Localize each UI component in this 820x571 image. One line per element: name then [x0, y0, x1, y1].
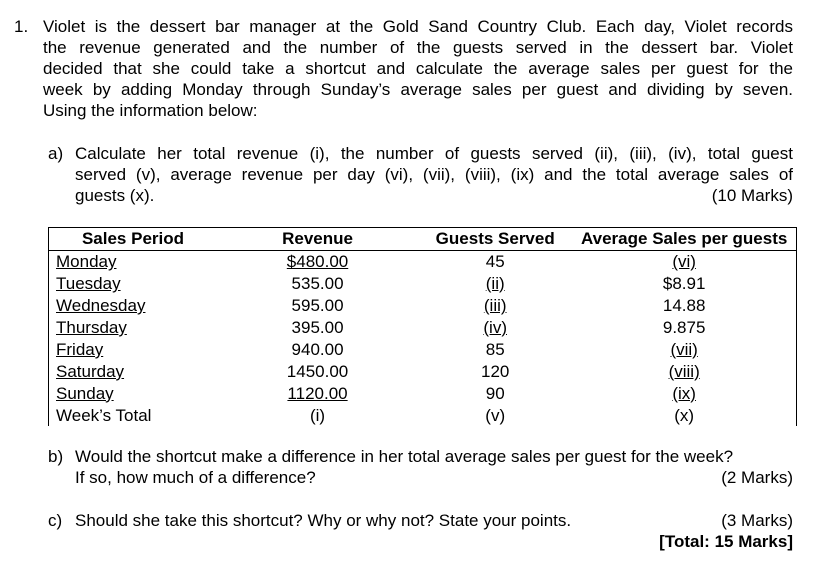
cell-revenue: 395.00 — [291, 318, 344, 337]
cell-average: 14.88 — [572, 295, 796, 317]
part-a-label: a) — [48, 144, 64, 163]
cell-revenue: 1120.00 — [287, 383, 348, 403]
table-row — [49, 273, 797, 295]
cell-average: (x) — [572, 404, 796, 426]
cell-guests: 85 — [485, 339, 505, 359]
header-sales-period: Sales Period — [49, 228, 217, 251]
header-average-sales: Average Sales per guests — [572, 228, 796, 251]
table-row — [49, 338, 797, 360]
part-a-line-3: guests (x). — [75, 186, 155, 205]
sales-table — [48, 227, 797, 426]
table-row — [49, 295, 797, 317]
cell-guests: (ii) — [485, 274, 505, 294]
cell-guests: (v) — [485, 405, 506, 425]
cell-period: Tuesday — [49, 273, 217, 295]
question-number: 1. — [14, 17, 29, 36]
cell-guests: 120 — [481, 361, 510, 381]
cell-average: (vii) — [572, 338, 796, 360]
cell-period: Saturday — [49, 360, 217, 382]
cell-period: Friday — [49, 338, 217, 360]
table-row — [49, 360, 797, 382]
cell-period: Monday — [49, 250, 217, 272]
cell-guests: (iii) — [483, 296, 507, 316]
part-a-line-1: Calculate her total revenue (i), the number of guests served (ii), (iii), (iv), total guest — [75, 144, 793, 163]
intro-line-4: week by adding Monday through Sunday’s average sales per guest and dividing by seven. — [43, 80, 793, 99]
part-b-marks: (2 Marks) — [721, 468, 793, 487]
part-a-line-2: served (v), average revenue per day (vi), (vii), (viii), (ix) and the total average sales of — [75, 165, 793, 184]
intro-line-3: decided that she could take a shortcut and calculate the average sales per guest for the — [43, 59, 793, 78]
header-revenue: Revenue — [217, 228, 418, 251]
cell-revenue: 595.00 — [291, 296, 344, 316]
cell-revenue: 940.00 — [291, 339, 344, 359]
table-row — [49, 382, 797, 404]
part-b-line-2: If so, how much of a difference? — [75, 468, 316, 487]
cell-period: Sunday — [49, 382, 217, 404]
part-b-label: b) — [48, 447, 64, 466]
cell-average: (ix) — [572, 382, 796, 404]
total-marks: [Total: 15 Marks] — [659, 532, 793, 551]
intro-line-1: Violet is the dessert bar manager at the Gold Sand Country Club. Each day, Violet records — [43, 17, 793, 36]
part-a-marks: (10 Marks) — [711, 186, 793, 205]
cell-period: Thursday — [49, 317, 217, 339]
table-row — [49, 317, 797, 339]
cell-guests: 90 — [485, 383, 505, 403]
table-header-row — [49, 228, 797, 251]
cell-period: Week’s Total — [49, 404, 217, 426]
cell-revenue: 535.00 — [291, 274, 344, 294]
cell-revenue: (i) — [309, 405, 326, 425]
cell-guests: (iv) — [483, 318, 507, 337]
part-c-marks: (3 Marks) — [721, 511, 793, 530]
cell-revenue: $480.00 — [286, 252, 349, 272]
cell-average: (viii) — [572, 360, 796, 382]
header-guests-served: Guests Served — [418, 228, 572, 251]
intro-line-2: the revenue generated and the number of the guests served in the dessert bar. Violet — [43, 38, 793, 57]
table-row-total — [49, 404, 797, 426]
cell-period: Wednesday — [49, 295, 217, 317]
cell-guests: 45 — [485, 252, 505, 272]
cell-average: 9.875 — [572, 317, 796, 339]
part-c-line: Should she take this shortcut? Why or why not? State your points. — [75, 511, 572, 530]
intro-line-5: Using the information below: — [43, 101, 258, 120]
part-b-line-1: Would the shortcut make a difference in her total average sales per guest for the week? — [75, 447, 734, 466]
table-row — [49, 250, 797, 272]
cell-revenue: 1450.00 — [286, 361, 349, 381]
cell-average: $8.91 — [572, 273, 796, 295]
cell-average: (vi) — [572, 250, 796, 272]
part-c-label: c) — [48, 511, 63, 530]
